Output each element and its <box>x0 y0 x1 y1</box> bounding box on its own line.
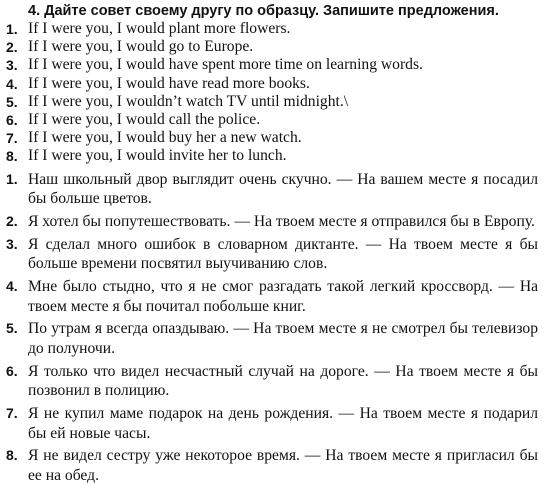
english-sentence <box>6 38 538 56</box>
english-sentence-list <box>6 20 538 166</box>
exercise-heading: 4. Дайте совет своему другу по образцу. Запишите предложения. <box>28 3 499 19</box>
russian-sentence <box>6 170 538 209</box>
item-number: 3. <box>6 57 18 74</box>
sentence-text: Я сделал много ошибок в словарном диктанте. — На твоем месте я бы больше времени посвятил выучиванию слов. <box>28 235 538 273</box>
sentence-text: Мне было стыдно, что я не смог разгадать такой легкий кроссворд. — На твоем месте я бы почитал побольше книг. <box>28 278 538 315</box>
russian-sentence <box>6 319 538 358</box>
sentence-text: Я не видел сестру уже некоторое время. — На твоем месте я пригласил бы ее на обед. <box>28 447 538 484</box>
sentence-text: Наш школьный двор выглядит очень скучно. — На вашем месте я посадил бы больше цветов. <box>28 170 538 208</box>
english-sentence <box>6 56 538 74</box>
russian-sentence <box>6 446 538 485</box>
sentence-text: If I were you, I would buy her a new watch. <box>28 129 302 147</box>
item-number: 6. <box>6 112 18 129</box>
english-sentence <box>6 93 538 111</box>
sentence-text: If I were you, I would go to Europe. <box>28 38 254 56</box>
russian-sentence <box>6 362 538 401</box>
russian-sentence <box>6 212 538 231</box>
sentence-text: If I were you, I would invite her to lunch. <box>28 147 287 165</box>
item-number: 6. <box>6 362 18 379</box>
english-sentence <box>6 129 538 147</box>
item-number: 8. <box>6 148 18 165</box>
sentence-text: По утрам я всегда опаздываю. — На твоем месте я не смотрел бы телевизор до полуночи. <box>28 320 538 357</box>
item-number: 3. <box>6 235 18 252</box>
item-number: 5. <box>6 320 18 337</box>
sentence-text: Я не купил маме подарок на день рождения. — На твоем месте я подарил бы ей новые часы. <box>28 405 538 442</box>
item-number: 1. <box>6 170 18 187</box>
russian-sentence <box>6 277 538 316</box>
item-number: 2. <box>6 39 18 56</box>
item-number: 4. <box>6 278 18 295</box>
sentence-text: Я только что видел несчастный случай на дороге. — На твоем месте я бы позвонил в полицию. <box>28 362 538 400</box>
sentence-text: If I were you, I would call the police. <box>28 111 261 129</box>
item-number: 5. <box>6 93 18 110</box>
item-number: 7. <box>6 405 18 422</box>
sentence-text: If I were you, I would plant more flowers. <box>28 20 291 37</box>
english-sentence <box>6 111 538 129</box>
russian-sentence <box>6 404 538 443</box>
item-number: 7. <box>6 130 18 147</box>
item-number: 8. <box>6 447 18 464</box>
sentence-text: Я хотел бы попутешествовать. — На твоем месте я отправился бы в Европу. <box>28 212 535 230</box>
russian-sentence <box>6 235 538 274</box>
russian-sentence-list <box>6 170 538 485</box>
item-number: 1. <box>6 21 18 37</box>
sentence-text: If I were you, I wouldn’t watch TV until midnight.\ <box>28 92 349 110</box>
sentence-text: If I were you, I would have read more books. <box>28 74 310 92</box>
english-sentence <box>6 147 538 165</box>
sentence-text: If I were you, I would have spent more time on learning words. <box>28 56 423 74</box>
english-sentence <box>6 75 538 93</box>
english-sentence <box>6 20 538 38</box>
item-number: 2. <box>6 212 18 229</box>
item-number: 4. <box>6 75 18 92</box>
